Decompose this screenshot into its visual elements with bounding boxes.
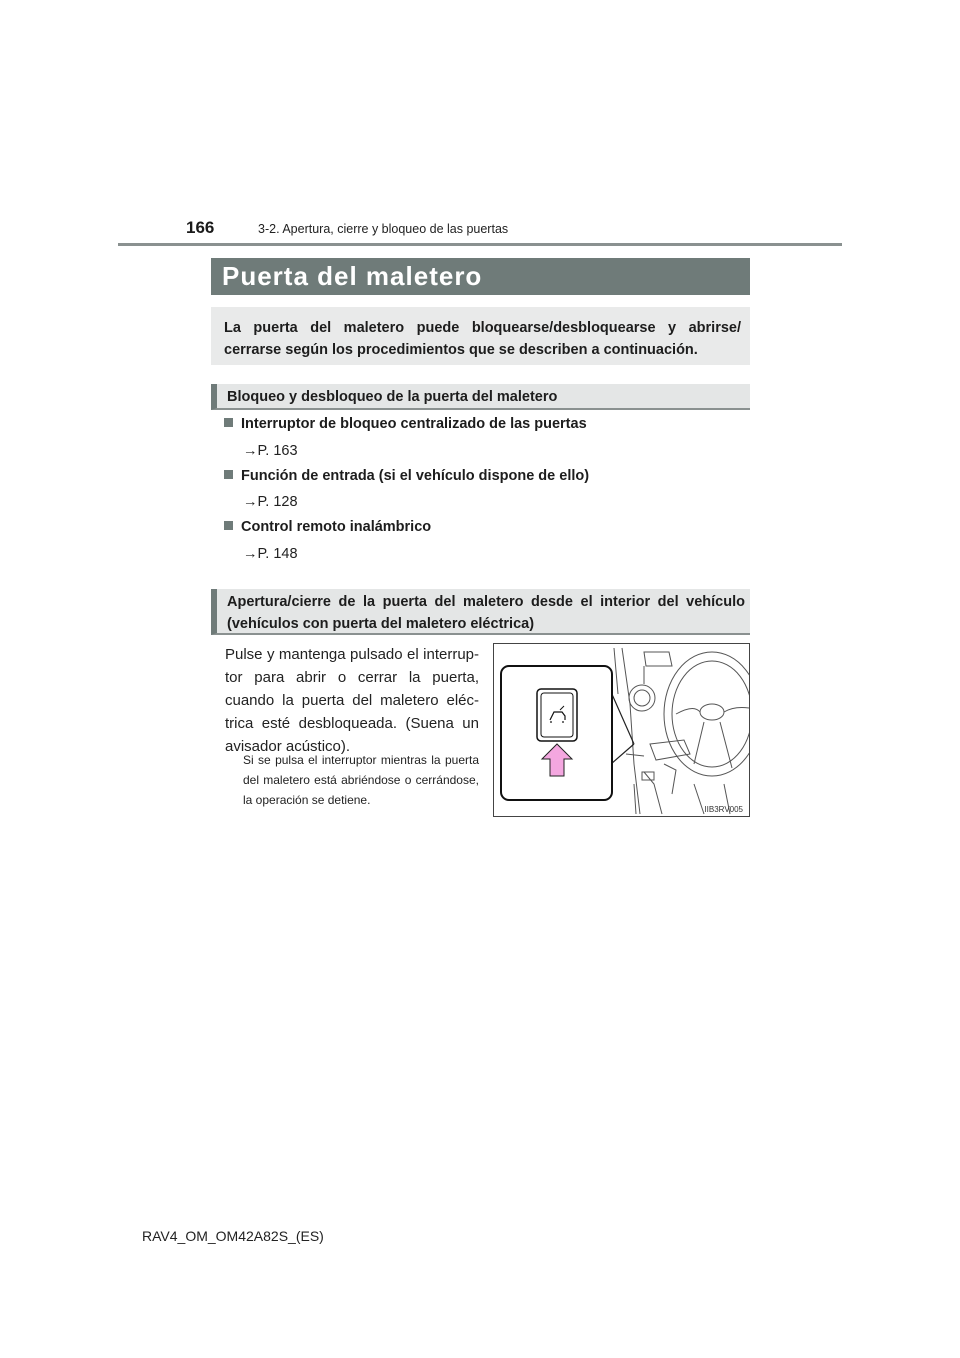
bullet-square-icon <box>224 418 233 427</box>
dashboard-illustration <box>493 643 750 817</box>
header-divider <box>118 243 842 246</box>
section-heading-text: Apertura/cierre de la puerta del maletero desde el interior del vehículo (vehículos con puerta del maletero eléctrica) <box>227 594 745 632</box>
intro-box <box>211 307 750 365</box>
bullet-square-icon <box>224 470 233 479</box>
list-item: Función de entrada (si el vehículo dispone de ello) <box>224 468 589 484</box>
page-number: 166 <box>186 218 215 237</box>
power-back-door-switch-icon <box>537 689 577 741</box>
footer-model-code: RAV4_OM_OM42A82S_(ES) <box>142 1228 324 1244</box>
section-heading-text: Bloqueo y desbloqueo de la puerta del maletero <box>227 389 558 405</box>
figure-code: IIB3RV005 <box>704 805 743 814</box>
page-title-bar <box>211 258 750 295</box>
bullet-square-icon <box>224 521 233 530</box>
page-reference-link[interactable]: →P. 163 <box>243 443 298 459</box>
page-reference-link[interactable]: →P. 148 <box>243 546 298 562</box>
list-item: Interruptor de bloqueo centralizado de las puertas <box>224 416 587 432</box>
list-item: Control remoto inalámbrico <box>224 519 431 535</box>
section-header: 3-2. Apertura, cierre y bloqueo de las puertas <box>258 222 509 236</box>
intro-text: La puerta del maletero puede bloquearse/desbloquearse y abrirse/ cerrarse según los procedimientos que se describen a continuación. <box>224 320 741 358</box>
dashboard-drawing <box>494 644 749 816</box>
section-heading-lock-unlock <box>211 384 750 410</box>
section-heading-power-door <box>211 589 750 635</box>
page-title: Puerta del maletero <box>222 261 483 291</box>
page-reference-link[interactable]: →P. 128 <box>243 494 298 510</box>
note-text: Si se pulsa el interruptor mientras la puerta del maletero está abriéndose o cerrándose, la operación se detiene. <box>243 753 479 807</box>
instruction-text: Pulse y mantenga pulsado el interrup- tor para abrir o cerrar la puerta, cuando la puerta del maletero eléc- trica esté desbloqueada. (Suena un avisador acústico). <box>225 646 479 755</box>
